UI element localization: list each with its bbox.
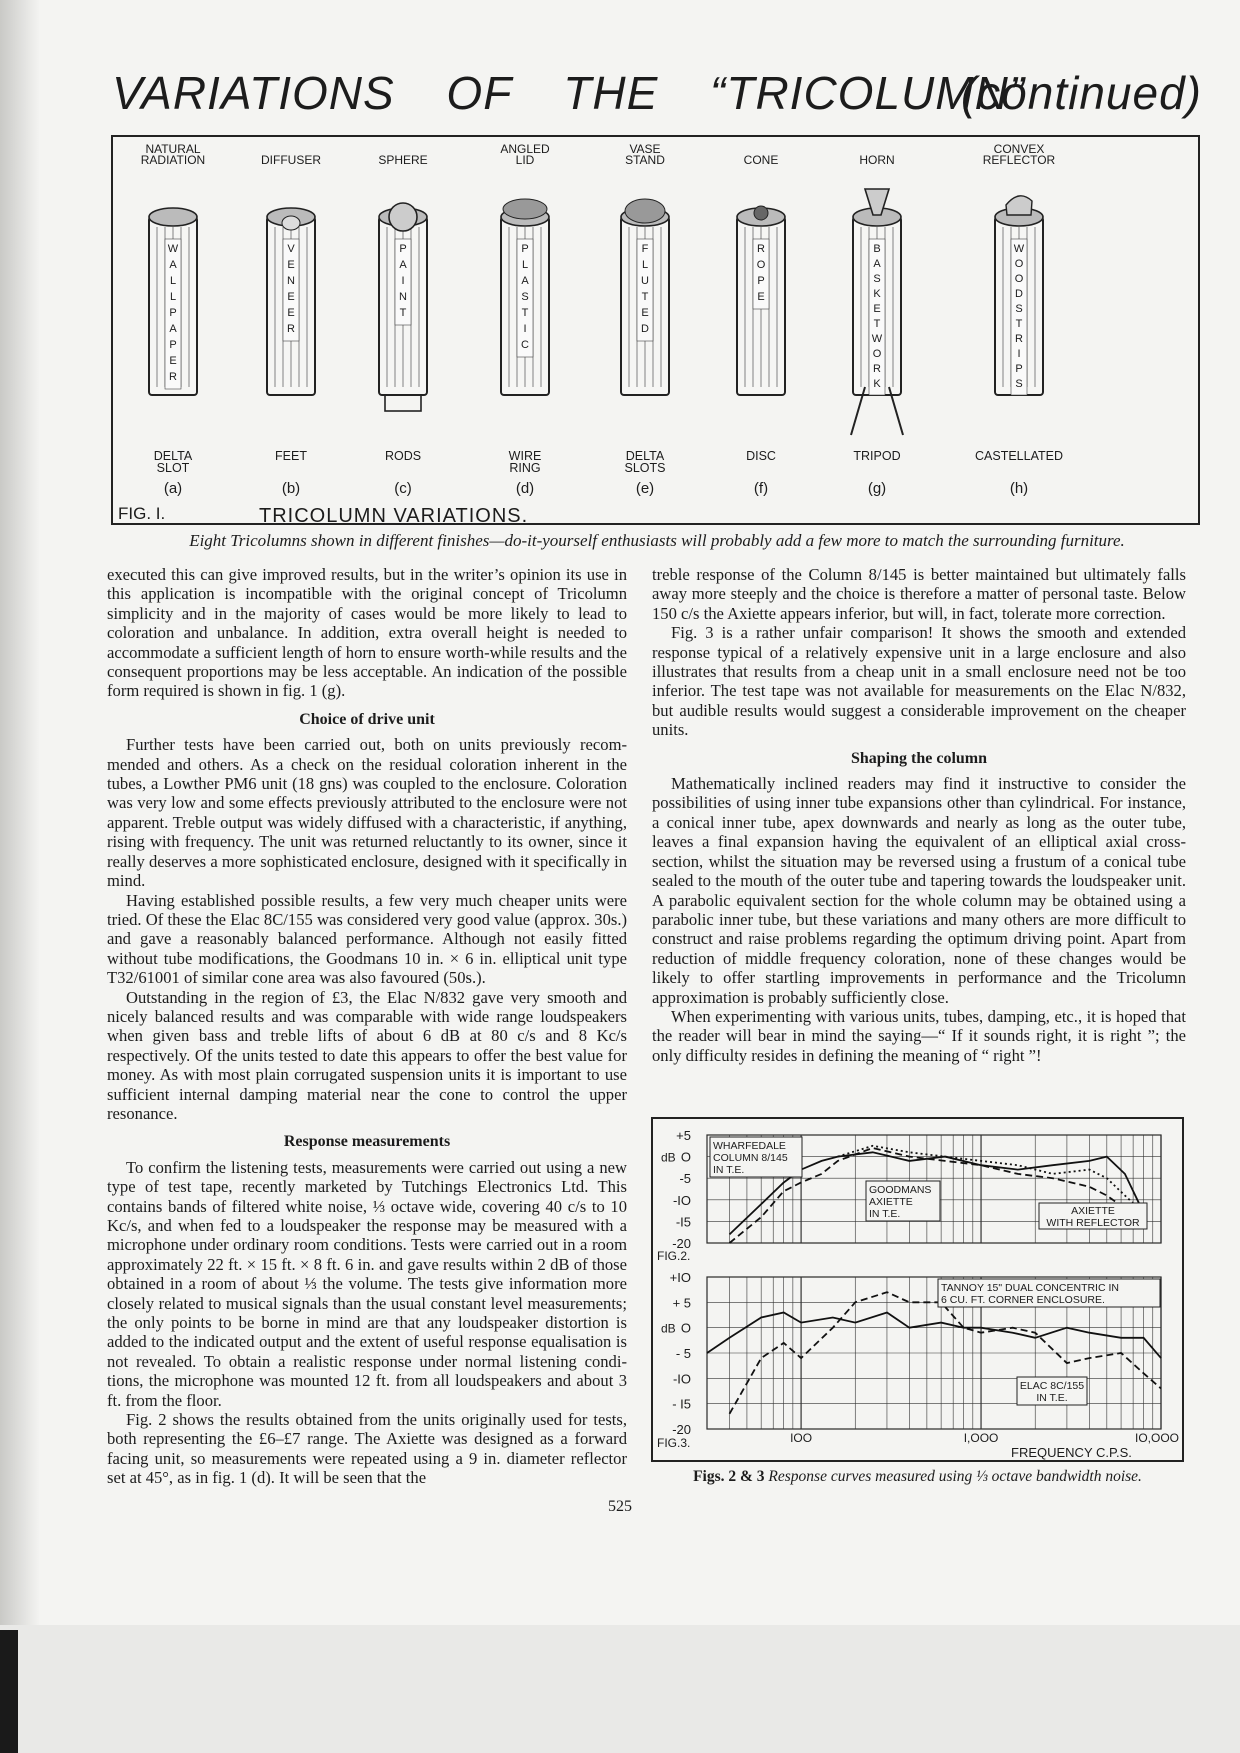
finish-letter: P [757, 275, 765, 287]
finish-letter: O [1014, 273, 1024, 285]
variant-top-label: LID [515, 153, 535, 167]
y-tick-label: -20 [672, 1236, 691, 1251]
graph-caption-label: Figs. 2 & 3 [693, 1468, 765, 1485]
series-label: GOODMANS [869, 1184, 932, 1196]
variant-letter: (b) [281, 480, 301, 497]
finish-letter: E [873, 303, 881, 315]
paragraph: executed this can give improved results, but in the writer’s opinion its use in this application is incompatible with the original concept of Tricolumn simplicity and in the majority of cases would be more likely to lead to coloration and unbalance. In addition, extra overall height is needed to accommodate a sufficient length of horn to ensure worth-while results and the consequent proportions may be less acceptable. An indication of the possible form required is shown in fig. 1 (g). [107, 565, 627, 701]
y-tick-label: - I5 [672, 1396, 691, 1412]
finish-letter: O [756, 259, 766, 271]
variant-letter: (h) [1009, 480, 1029, 497]
variant-bottom-label: SLOTS [624, 461, 666, 475]
rods-icon [385, 395, 421, 411]
x-axis-label: FREQUENCY C.P.S. [1011, 1445, 1132, 1460]
y-tick-label: -20 [672, 1422, 691, 1437]
finish-letter: K [873, 288, 881, 300]
series-label: IN T.E. [1036, 1392, 1068, 1404]
response-graphs-svg [651, 1117, 1184, 1462]
finish-letter: I [1017, 348, 1021, 360]
variant-top-label: ANGLED [500, 142, 550, 156]
angled-lid-icon [503, 199, 547, 219]
text-column-right [652, 565, 1186, 1065]
tube-top-ellipse [149, 208, 197, 226]
finish-letter: R [169, 371, 177, 383]
finish-letter: F [641, 243, 649, 255]
finish-letter: D [641, 323, 649, 335]
series-label: IN T.E. [869, 1208, 901, 1220]
finish-letter: A [521, 275, 529, 287]
finish-letter: T [641, 291, 649, 303]
y-tick-label: - 5 [675, 1346, 691, 1361]
tricolumn-d [500, 142, 550, 497]
y-axis-label: dB [661, 1321, 676, 1336]
finish-letter: R [287, 323, 295, 335]
section-heading: Choice of drive unit [299, 710, 435, 728]
graph-caption [651, 1468, 1184, 1486]
y-axis-label: dB [661, 1150, 676, 1165]
finish-letter: V [287, 243, 295, 255]
variant-top-label: HORN [859, 153, 895, 167]
paragraph: Fig. 2 shows the results obtained from the units originally used for tests, both representing the £6–£7 range. The Axiette was designed as a forward facing unit, so measurements were repeated using a 9 in. diameter reflector set at 45°, as in fig. 1 (d). It will be seen that the [107, 1410, 627, 1488]
finish-letter: L [169, 275, 177, 287]
finish-letter: O [1014, 258, 1024, 270]
finish-letter: R [1015, 333, 1023, 345]
variant-bottom-label: DISC [746, 449, 776, 463]
figure-1-caption: Eight Tricolumns shown in different finishes—do-it-yourself enthusiasts will probably add a few more to match the surrounding furniture. [189, 531, 1125, 550]
paragraph: To confirm the listening tests, measurements were carried out using a new type of test tape, recently marketed by Tutchings Electronics Ltd. This contains bands of filtered white noise, ⅓ octave wide, covering 40 c/s to 10 Kc/s, and when fed to a loudspeaker the response may be measured with a microphone under ordinary room conditions. Tests were carried out in a room approximately 22 ft. × 15 ft. × 8 ft. 6 in. and gave results within 2 dB of those obtained in a room of about ⅓ the volume. The tests give information more closely related to musical signals than the usual constant level measurements; the only points to be borne in mind are that any loudspeaker distortion is added to the indicated output and the extent of useful response equalisation is not revealed. To obtain a realistic response under normal listening condi-tions, the microphone was mounted 12 ft. from all loudspeakers and about 3 ft. from the floor. [107, 1157, 627, 1410]
section-heading: Response measurements [283, 1133, 451, 1151]
figure-1-label: FIG. I. [118, 504, 166, 523]
finish-letter: I [401, 275, 405, 287]
finish-letter: R [873, 363, 881, 375]
finish-letter: P [521, 243, 529, 255]
figure-label: FIG.3. [657, 1436, 691, 1450]
x-tick-label: IO,OOO [1134, 1431, 1180, 1445]
tricolumn-b [261, 153, 321, 497]
y-tick-label: O [680, 1149, 691, 1165]
finish-letter: K [873, 378, 881, 390]
finish-letter: T [399, 307, 407, 319]
diffuser-cap-icon [282, 216, 300, 230]
y-tick-label: + 5 [672, 1295, 691, 1311]
paragraph: Mathematically inclined readers may find it instructive to consider the possibilities of using inner tube expansions other than cylindrical. For instance, a conical inner tube, apex downwards and nearly as long as the outer tube, leaves a final expansion having the equivalent of an elliptical axial cross-section, whilst the situation may be reversed using a frustum of a conical tube sealed to the mouth of the outer tube and tapering towards the loudspeaker unit. A parabolic equivalent section for the whole column may be obtained using a parabolic inner tube, but these variations and many others are more difficult to construct and raise problems regarding the optimum driving point. Apart from reduction of middle frequency coloration, none of these changes would be likely to offer startling improvements in performance and the Tricolumn approximation is probably sufficiently close. [652, 774, 1186, 1007]
variant-top-label: NATURAL [145, 142, 201, 156]
paragraph: Fig. 3 is a rather unfair comparison! It shows the smooth and extended response typical of a relatively expensive unit in a large enclosure and also illustrates that results from a cheap unit in a small enclosure need not be too inferior. The test tape was not available for measurements on the Elac N/832, but audible results would suggest a considerable improvement on the cheaper units. [652, 623, 1186, 740]
finish-letter: T [521, 307, 529, 319]
finish-letter: E [287, 291, 295, 303]
paragraph: Further tests have been carried out, both on units previously recom-mended and others. As a check on the residual coloration inherent in the tubes, a Lowther PM6 unit (18 gns) was coupled to the enclosure. Coloration was very low and some effects previously attributed to the enclosure were not apparent. Treble output was widely diffused with a characteristic, if anything, rising with frequency. The unit was returned reluctantly to its owner, since it really deserves a more sophisticated enclosure, designed with it specifically in mind. [107, 735, 627, 891]
finish-letter: W [871, 333, 883, 345]
page-number: 525 [608, 1498, 632, 1515]
figure-label: FIG.2. [657, 1249, 691, 1263]
variant-letter: (a) [163, 480, 183, 497]
finish-letter: A [169, 323, 177, 335]
variant-letter: (f) [753, 480, 769, 497]
variant-letter: (g) [867, 480, 887, 497]
variant-bottom-label: RING [509, 461, 541, 475]
variant-top-label: CONE [743, 153, 779, 167]
series-label: AXIETTE [1071, 1205, 1115, 1217]
variant-letter: (c) [394, 480, 412, 497]
variant-bottom-label: FEET [275, 449, 307, 463]
y-tick-label: O [680, 1320, 691, 1336]
series-label: TANNOY 15" DUAL CONCENTRIC IN [941, 1282, 1119, 1294]
finish-letter: A [873, 258, 881, 270]
fig3-annotations [938, 1279, 1160, 1405]
finish-letter: S [1015, 303, 1023, 315]
page-gutter-shadow [0, 0, 40, 1753]
paragraph: treble response of the Column 8/145 is better maintained but ultimately falls away more steeply and the choice is therefore a matter of personal taste. Below 150 c/s the Axiette appears inferior, but will, in fact, tolerate more correction. [652, 565, 1186, 623]
variant-top-label: REFLECTOR [982, 153, 1056, 167]
y-tick-label: +IO [669, 1270, 691, 1285]
paragraph: When experimenting with various units, tubes, damping, etc., it is hoped that the reader will bear in mind the saying—“ If it sounds right, it is right ”; the only difficulty resides in defining the meaning of “ right ”! [652, 1006, 1186, 1065]
variant-top-label: CONVEX [993, 142, 1045, 156]
series-label: COLUMN 8/145 [713, 1152, 788, 1164]
tricolumn-h [975, 142, 1063, 497]
variant-bottom-label: SLOT [156, 461, 190, 475]
fig2-annotations [710, 1137, 1147, 1229]
finish-letter: S [873, 273, 881, 285]
variant-bottom-label: CASTELLATED [975, 449, 1063, 463]
paragraph: Outstanding in the region of £3, the Elac N/832 gave very smooth and nicely balanced results and was comparable with wide range loudspeakers when given bass and treble lifts of about 6 dB at 80 c/s and 8 Kc/s respectively. Of the units tested to date this appears to offer the best value for money. As with most plain corrugated suspension units it is important to use sufficient internal damping material near the cone to control the upper resonance. [107, 987, 627, 1123]
finish-letter: A [399, 259, 407, 271]
tricolumn-f [737, 153, 785, 497]
y-tick-label: -I5 [675, 1214, 691, 1230]
y-tick-label: +5 [676, 1128, 691, 1143]
finish-letter: A [169, 259, 177, 271]
finish-letter: T [873, 318, 881, 330]
finish-letter: P [169, 307, 177, 319]
series-label: WHARFEDALE [713, 1140, 786, 1152]
figure-1-heading: TRICOLUMN VARIATIONS. [259, 505, 529, 523]
finish-letter: T [1015, 318, 1023, 330]
y-tick-label: -IO [672, 1371, 691, 1387]
finish-letter: S [1015, 378, 1023, 390]
scan-bottom-margin [0, 1625, 1240, 1753]
finish-letter: P [399, 243, 407, 255]
title-main: VARIATIONS OF THE “TRICOLUMN” [112, 67, 1026, 119]
page-title [112, 66, 1202, 136]
section-heading: Shaping the column [850, 749, 988, 767]
x-tick-label: I,OOO [963, 1431, 999, 1445]
series-label: IN T.E. [713, 1164, 745, 1176]
graph-caption-text: Response curves measured using ⅓ octave bandwidth noise. [768, 1468, 1142, 1485]
finish-letter: W [1013, 243, 1025, 255]
finish-letter: E [757, 291, 765, 303]
vase-icon [625, 199, 665, 223]
series-label: AXIETTE [869, 1196, 913, 1208]
finish-letter: S [521, 291, 529, 303]
finish-letter: P [1015, 363, 1023, 375]
variant-letter: (d) [515, 480, 535, 497]
variant-letter: (e) [635, 480, 655, 497]
tricolumn-e [621, 142, 669, 497]
variant-bottom-label: DELTA [625, 449, 665, 463]
finish-letter: B [873, 243, 881, 255]
finish-letter: R [757, 243, 765, 255]
variant-bottom-label: DELTA [153, 449, 193, 463]
sphere-icon [389, 203, 417, 231]
finish-letter: D [1015, 288, 1023, 300]
cone-icon [754, 206, 768, 220]
finish-letter: E [169, 355, 177, 367]
variant-bottom-label: RODS [384, 449, 422, 463]
finish-letter: P [169, 339, 177, 351]
tricolumn-a [141, 142, 205, 497]
y-tick-label: -5 [679, 1171, 691, 1187]
variant-top-label: DIFFUSER [261, 153, 321, 167]
finish-letter: I [523, 323, 527, 335]
variant-top-label: VASE [629, 142, 661, 156]
y-tick-label: -IO [672, 1192, 691, 1208]
x-tick-label: IOO [790, 1431, 813, 1445]
finish-letter: E [287, 259, 295, 271]
finish-letter: N [287, 275, 295, 287]
convex-reflector-icon [1006, 196, 1032, 215]
finish-letter: U [641, 275, 649, 287]
finish-letter: N [399, 291, 407, 303]
variant-top-label: STAND [625, 153, 665, 167]
variant-bottom-label: TRIPOD [853, 449, 901, 463]
text-column-left [107, 565, 627, 1488]
finish-letter: L [169, 291, 177, 303]
response-graphs [651, 1117, 1184, 1462]
finish-letter: E [641, 307, 649, 319]
series-label: ELAC 8C/155 [1019, 1380, 1085, 1392]
finish-letter: E [287, 307, 295, 319]
figure-1-box [111, 135, 1200, 525]
scan-edge [0, 1630, 18, 1753]
series-label: 6 CU. FT. CORNER ENCLOSURE. [941, 1294, 1105, 1306]
finish-letter: O [872, 348, 882, 360]
finish-letter: L [641, 259, 649, 271]
finish-letter: W [167, 243, 179, 255]
figure-1-illustration [113, 137, 1198, 523]
paragraph: Having established possible results, a few very much cheaper units were tried. Of these the Elac 8C/155 was considered very good value (approx. 30s.) and gave a reasonably balanced performance. Although not easily fitted without tube modifications, the Goodmans 10 in. × 6 in. elliptical unit type T32/61001 of similar cone area was also favoured (50s.). [107, 890, 627, 988]
finish-letter: L [521, 259, 529, 271]
series-label: WITH REFLECTOR [1046, 1217, 1140, 1229]
variant-top-label: RADIATION [140, 153, 206, 167]
series-line [707, 1313, 1161, 1359]
title-continued: (continued) [960, 67, 1202, 119]
variant-bottom-label: WIRE [508, 449, 542, 463]
finish-letter: C [521, 339, 529, 351]
variant-top-label: SPHERE [378, 153, 428, 167]
